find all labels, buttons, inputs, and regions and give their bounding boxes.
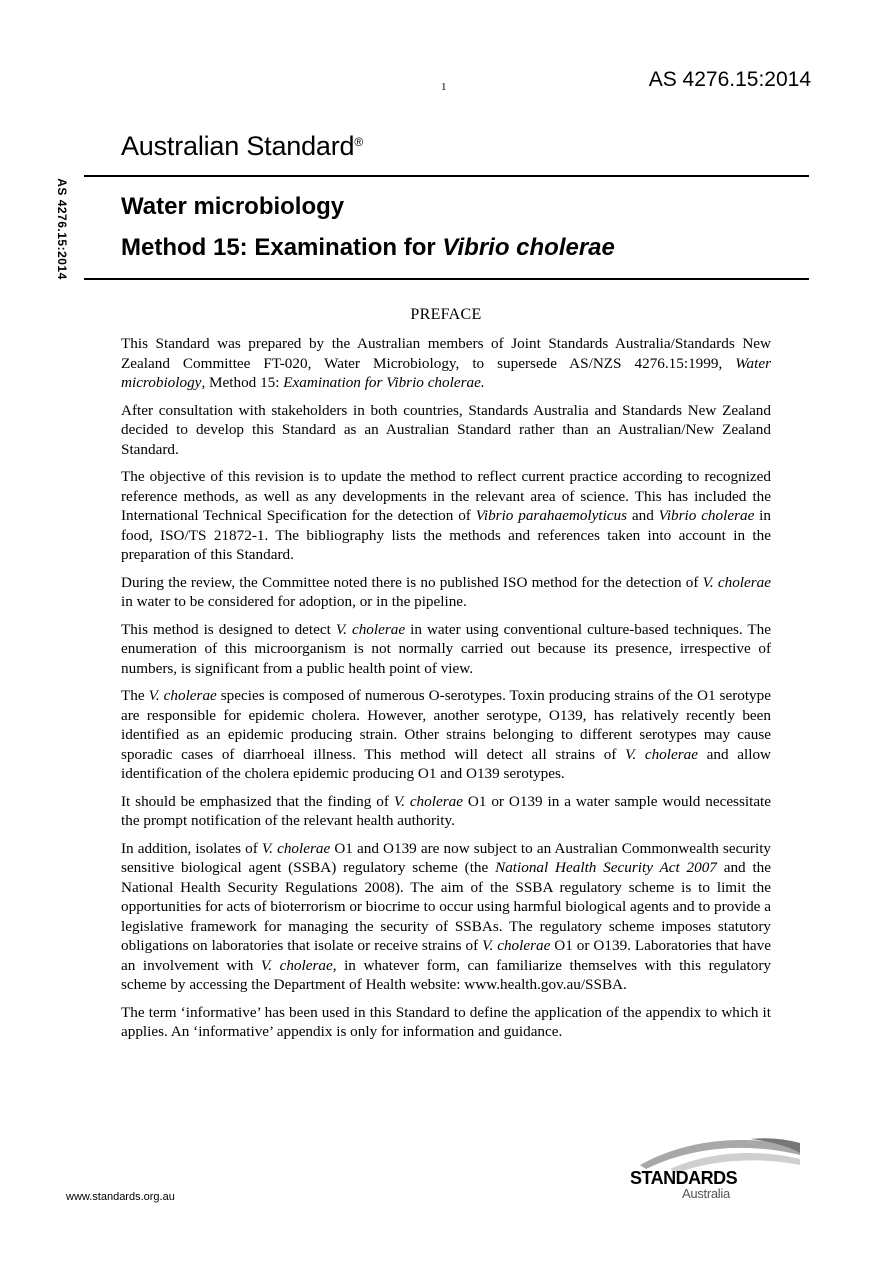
side-code-vertical: [32, 172, 92, 292]
paragraph: This method is designed to detect V. cholerae in water using conventional culture-based techniques. The enumeration of this microorganism is not normally carried out because its presence, irrespective of numbers, is significant from a public health point of view.: [121, 620, 771, 677]
paragraph: This Standard was prepared by the Australian members of Joint Standards Australia/Standards New Zealand Committee FT-020, Water Microbiology, to supersede AS/NZS 4276.15:1999, Water microbiology, Method 15: Examination for Vibrio cholerae.: [121, 335, 771, 391]
paragraph: In addition, isolates of V. cholerae O1 and O139 are now subject to an Australian Commonwealth security sensitive biological agent (SSBA) regulatory scheme (the National Health Security Act 2007 and the National Health Security Regulations 2008). The aim of the SSBA regulatory scheme is to limit the opportunities for acts of bioterrorism or biocrime to occur using harmful biological agents and to provide a legislative framework for managing the security of SSBAs. The regulatory scheme imposes statutory obligations on laboratories that isolate or receive strains of V. cholerae O1 or O139. Laboratories that have an involvement with V. cholerae, in whatever form, can familiarize themselves with this regulatory scheme by accessing the Department of Health website: www.health.gov.au/SSBA.: [121, 839, 772, 993]
paragraph: After consultation with stakeholders in both countries, Standards Australia and Standards New Zealand decided to develop this Standard as an Australian Standard rather than an Australian/New Zealand Standard.: [121, 401, 771, 458]
standards-australia-logo: [600, 1135, 800, 1207]
footer-url: www.standards.org.au: [66, 1191, 175, 1203]
title-rule-top: [84, 175, 809, 177]
paragraph: During the review, the Committee noted there is no published ISO method for the detection of V. cholerae in water to be considered for adoption, or in the pipeline.: [121, 573, 771, 610]
series-brand: [121, 131, 363, 162]
preface-heading: PREFACE: [410, 306, 482, 323]
logo-text-australia: Australia: [682, 1186, 730, 1201]
standard-code-header: AS 4276.15:2014: [648, 68, 811, 91]
brand-name: Australian Standard: [121, 131, 355, 161]
document-title-line2: [121, 234, 615, 262]
paragraph: The V. cholerae species is composed of numerous O-serotypes. Toxin producing strains of the O1 serotype are responsible for epidemic cholera. However, another serotype, O139, has relatively recently been identified as an epidemic producing strain. Other strains belonging to different serotypes may cause sporadic cases of diarrhoeal illness. This method will detect all strains of V. cholerae and allow identification of the cholera epidemic producing O1 and O139 serotypes.: [121, 687, 772, 782]
paragraph: The term ‘informative’ has been used in this Standard to define the application of the appendix to which it applies. An ‘informative’ appendix is only for information and guidance.: [121, 1003, 771, 1040]
document-title-line1: Water microbiology: [121, 193, 345, 220]
paragraph: The objective of this revision is to update the method to reflect current practice according to recognized reference methods, as well as any developments in the relevant area of science. This has included the International Technical Specification for the detection of Vibrio parahaemolyticus and Vibrio cholerae in food, ISO/TS 21872-1. The bibliography lists the methods and references taken into account in the preparation of this Standard.: [121, 468, 771, 563]
preface-body: [121, 334, 771, 1050]
title-rule-bottom: [84, 278, 809, 280]
registered-mark: ®: [354, 135, 364, 149]
logo-text-standards: STANDARDS: [630, 1168, 738, 1188]
title-method-prefix: Method 15: Examination for: [121, 234, 443, 261]
page-number: 1: [441, 81, 447, 93]
side-code-text: AS 4276.15:2014: [55, 178, 69, 280]
title-organism: Vibrio cholerae: [442, 234, 615, 261]
paragraph: It should be emphasized that the finding of V. cholerae O1 or O139 in a water sample would necessitate the prompt notification of the relevant health authority.: [121, 792, 772, 829]
